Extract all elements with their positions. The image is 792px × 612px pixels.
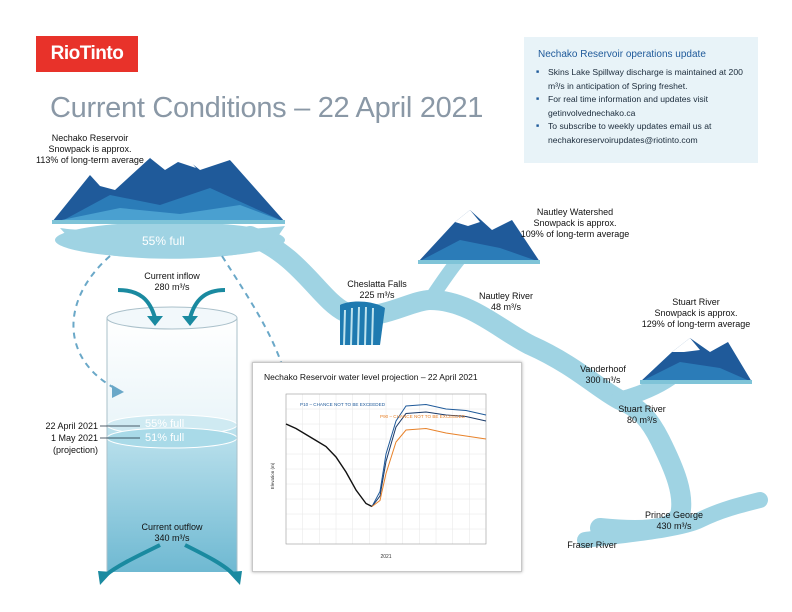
cheslatta-value: 225 m³/s [359,290,395,300]
update-bullet: ■ To subscribe to weekly updates email us at nechakoreservoirupdates@riotinto.com [536,120,756,147]
fraser-river-name: Fraser River [567,540,617,550]
current-level-date: 22 April 2021 [45,421,98,431]
current-level-value: 55% full [145,418,185,430]
reservoir-snowpack-line1: Snowpack is approx. [48,144,132,154]
inflow-label: Current inflow [144,271,200,281]
reservoir-snowpack-line2: 113% of long-term average [36,155,144,165]
projection-note: (projection) [52,445,98,455]
page-title: Current Conditions – 22 April 2021 [50,92,484,124]
stuart-watershed-line1: Snowpack is approx. [654,308,738,318]
stuart-river-value: 80 m³/s [626,415,657,425]
nautley-watershed-line2: 109% of long-term average [520,229,630,239]
chart-series-p90 [372,429,486,507]
stuart-watershed-line2: 129% of long-term average [641,319,751,329]
update-bullet: ■ For real time information and updates visit getinvolvednechako.ca [536,93,756,120]
rio-tinto-logo: RioTinto [36,36,138,72]
cheslatta-falls-icon [340,302,385,345]
nautley-watershed-line1: Snowpack is approx. [533,218,617,228]
nautley-river-name: Nautley River [478,291,534,301]
cheslatta-name: Cheslatta Falls [347,279,407,289]
chart-ylabel: Elevation (m) [270,462,275,490]
stuart-river-name: Stuart River [618,404,666,414]
reservoir-percent-full: 55% full [142,234,185,248]
projection-level-date: 1 May 2021 [50,433,98,443]
inflow-value: 280 m³/s [154,282,190,292]
prince-george-name: Prince George [644,510,704,520]
prince-george-value: 430 m³/s [656,521,692,531]
projection-level-value: 51% full [145,432,185,444]
vanderhoof-name: Vanderhoof [580,364,626,374]
nautley-river-value: 48 m³/s [490,302,521,312]
update-bullet: ■ Skins Lake Spillway discharge is maintained at 200 m³/s in anticipation of Spring freshet. [536,66,756,93]
chart-series-p10 [372,405,486,507]
chart-title: Nechako Reservoir water level projection – 22 April 2021 [264,372,478,382]
stuart-watershed-name: Stuart River [672,297,720,307]
nautley-watershed-name: Nautley Watershed [536,207,614,217]
chart-xlabel: 2021 [380,554,392,560]
outflow-label: Current outflow [141,522,203,532]
operations-update-heading: Nechako Reservoir operations update [538,49,706,60]
chart-series-p50 [372,412,486,507]
legend-p10: P10 – CHANCE NOT TO BE EXCEEDED [300,402,386,407]
water-level-chart [268,386,506,562]
reservoir-name: Nechako Reservoir [51,133,129,143]
legend-p90: P90 – CHANCE NOT TO BE EXCEEDED [380,414,466,419]
vanderhoof-value: 300 m³/s [585,375,621,385]
outflow-value: 340 m³/s [154,533,190,543]
chart-series-observed [286,424,372,507]
stuart-mountains-icon [640,338,752,384]
